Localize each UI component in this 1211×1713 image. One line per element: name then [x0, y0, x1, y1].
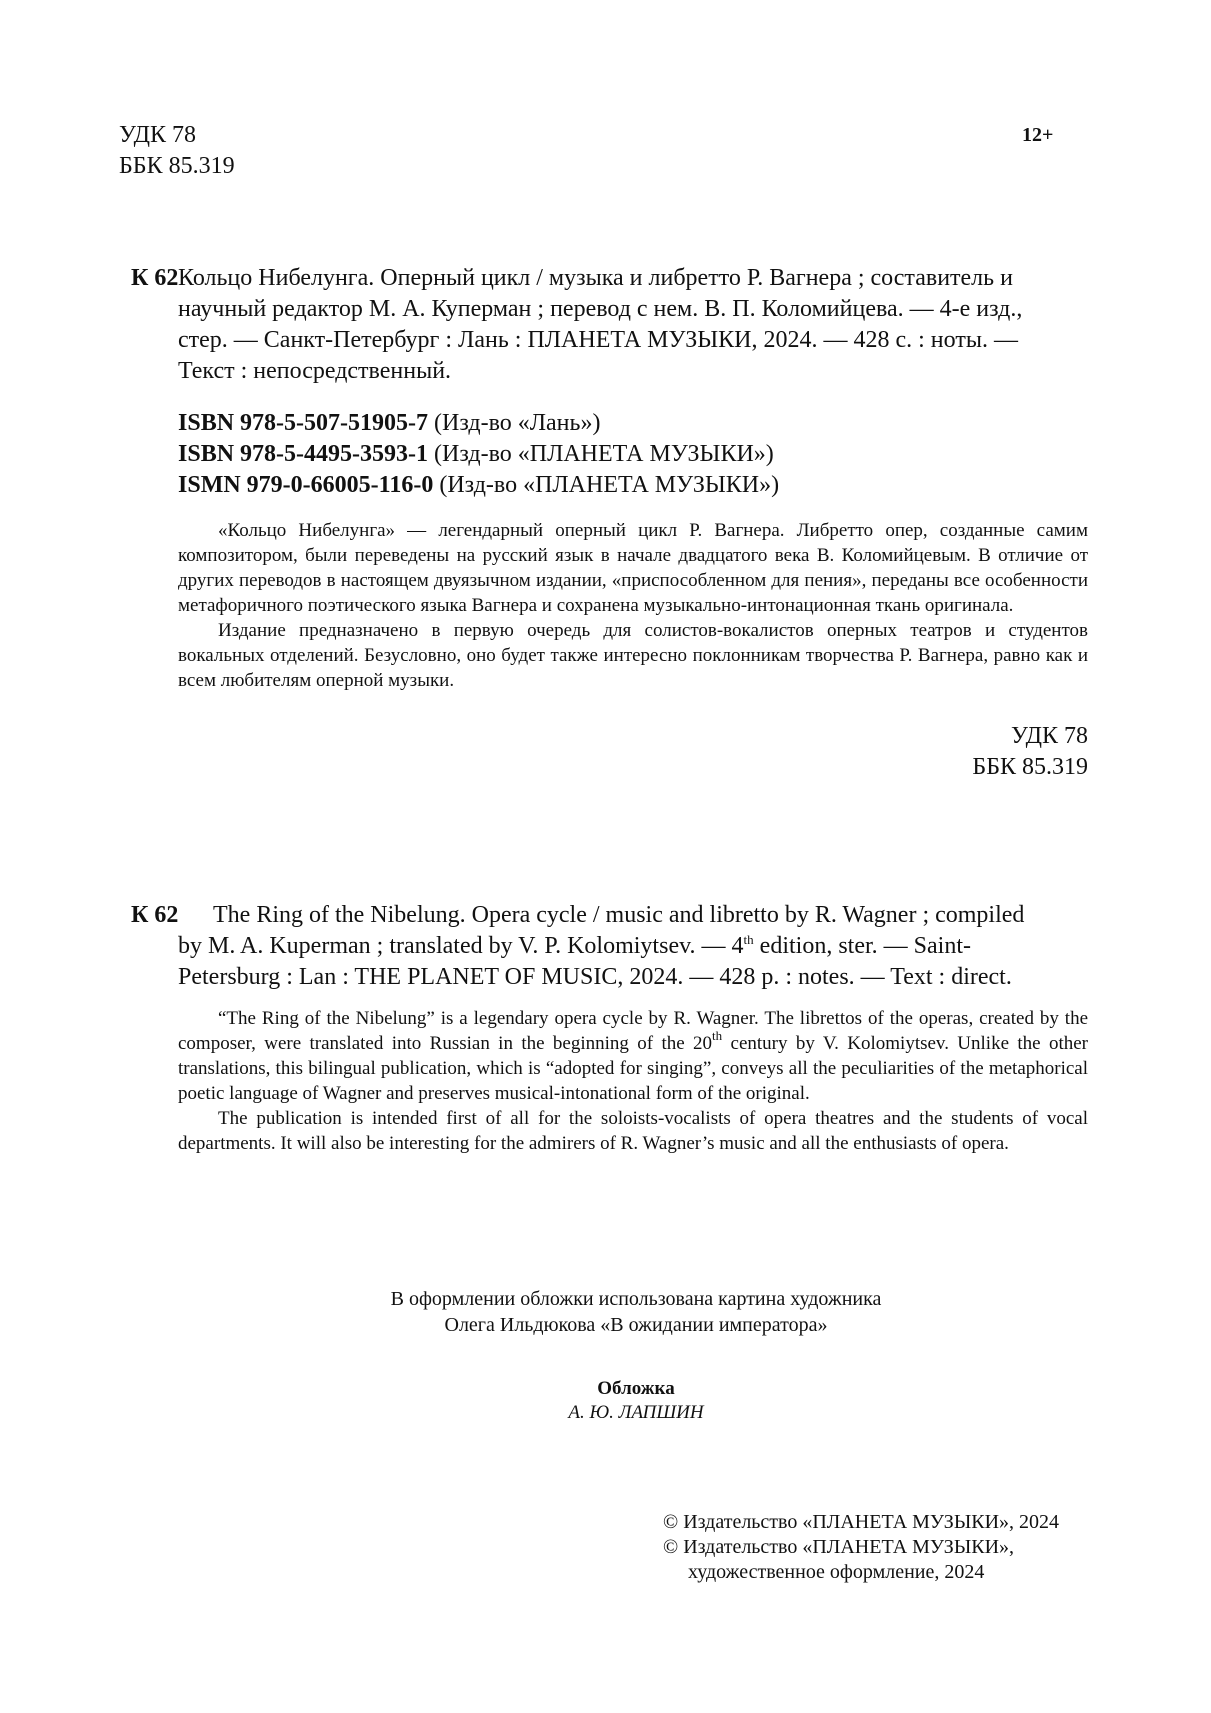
cover-note-line: В оформлении обложки использована картина художника: [390, 1288, 882, 1310]
en-entry-line: The Ring of the Nibelung. Opera cycle / music and libretto by R. Wagner ; compiled: [213, 902, 1025, 928]
isbn-number: ISBN 978-5-4495-3593-1: [178, 441, 428, 467]
en-entry-cont: [178, 931, 1088, 993]
isbn-row: [178, 408, 779, 439]
en-entry: [213, 900, 1088, 931]
ru-bbk: ББК 85.319: [972, 754, 1088, 780]
ru-udk: УДК 78: [1011, 723, 1088, 749]
ru-entry-line: стер. — Санкт-Петербург : Лань : ПЛАНЕТА МУЗЫКИ, 2024. — 428 с. : ноты. —: [178, 327, 1018, 353]
en-entry-line: Petersburg : Lan : THE PLANET OF MUSIC, 2024. — 428 p. : notes. — Text : direct.: [178, 964, 1012, 990]
header-udk: УДК 78: [119, 122, 196, 148]
copyright-line: © Издательство «ПЛАНЕТА МУЗЫКИ»,: [663, 1536, 1015, 1558]
ru-abstract-p2: Издание предназначено в первую очередь для солистов-вокалистов оперных театров и студентов вокальных отделений. Безусловно, оно будет также интересно поклонникам творчества Р. Вагнера, равно как и всем любителям оперной музыки.: [178, 620, 1088, 691]
isbn-list: [178, 408, 779, 501]
en-abstract-p1-sup: th: [712, 1028, 723, 1043]
en-abstract-p1-rest: century by V. Kolomiytsev. Unlike the other translations, this bilingual publication, which is “adopted for singing”, conveys all the peculiarities of the metaphorical poetic language of Wagner and preserves musical-intonational form of the original.: [178, 1033, 1088, 1104]
isbn-row: [178, 439, 779, 470]
en-abstract-p2: The publication is intended first of all for the soloists-vocalists of opera theatres and the students of vocal departments. It will also be interesting for the admirers of R. Wagner’s music and all the enthusiasts of opera.: [178, 1108, 1088, 1154]
cover-credit-name: А. Ю. ЛАПШИН: [568, 1402, 704, 1423]
header-bbk: ББК 85.319: [119, 153, 235, 179]
en-line2-rest: edition, ster. — Saint-: [753, 933, 971, 959]
en-line2-sup: th: [743, 932, 754, 947]
ru-abstract: [178, 518, 1088, 693]
ru-code: К 62: [131, 265, 179, 291]
en-entry-line: [178, 931, 1088, 962]
cover-credit-label: Обложка: [597, 1378, 675, 1399]
copyright-line: художественное оформление, 2024: [688, 1561, 985, 1583]
isbn-publisher: (Изд-во «Лань»): [434, 410, 601, 436]
ru-abstract-p1: «Кольцо Нибелунга» — легендарный оперный цикл Р. Вагнера. Либретто опер, созданные самим композитором, были переведены на русский язык в начале двадцатого века В. Коломийцевым. В отличие от других переводов в настоящем двуязычном издании, «приспособленном для пения», переданы все особенности метафоричного поэтического языка Вагнера и сохранена музыкально-интонационная ткань оригинала.: [178, 520, 1088, 616]
isbn-number: ISBN 978-5-507-51905-7: [178, 410, 428, 436]
en-abstract: [178, 1006, 1088, 1156]
isbn-row: [178, 470, 779, 501]
isbn-publisher: (Изд-во «ПЛАНЕТА МУЗЫКИ»): [434, 441, 774, 467]
en-abstract-p1-text: “The Ring of the Nibelung” is a legendary opera cycle by R. Wagner. The librettos of the operas, created by the composer, were translated into Russian in the beginning of the 20: [178, 1008, 1088, 1054]
cover-note: [300, 1286, 972, 1338]
ru-entry-line: Кольцо Нибелунга. Оперный цикл / музыка и либретто Р. Вагнера ; составитель и: [178, 265, 1013, 291]
isbn-publisher: (Изд-во «ПЛАНЕТА МУЗЫКИ»): [439, 472, 780, 498]
en-line2-text: by M. A. Kuperman ; translated by V. P. Kolomiytsev. — 4: [178, 933, 744, 959]
en-code: К 62: [131, 902, 179, 928]
copyright: [663, 1510, 1059, 1585]
age-rating: 12+: [1022, 124, 1054, 146]
copyright-line: © Издательство «ПЛАНЕТА МУЗЫКИ», 2024: [663, 1511, 1060, 1533]
ismn-number: ISMN 979-0-66005-116-0: [178, 472, 434, 498]
en-abstract-p1: [178, 1006, 1088, 1106]
ru-entry-line: Текст : непосредственный.: [178, 358, 452, 384]
cover-note-line: Олега Ильдюкова «В ожидании императора»: [444, 1314, 828, 1336]
ru-entry: [178, 263, 1088, 387]
ru-entry-line: научный редактор М. А. Куперман ; перевод с нем. В. П. Коломийцева. — 4-е изд.,: [178, 296, 1023, 322]
